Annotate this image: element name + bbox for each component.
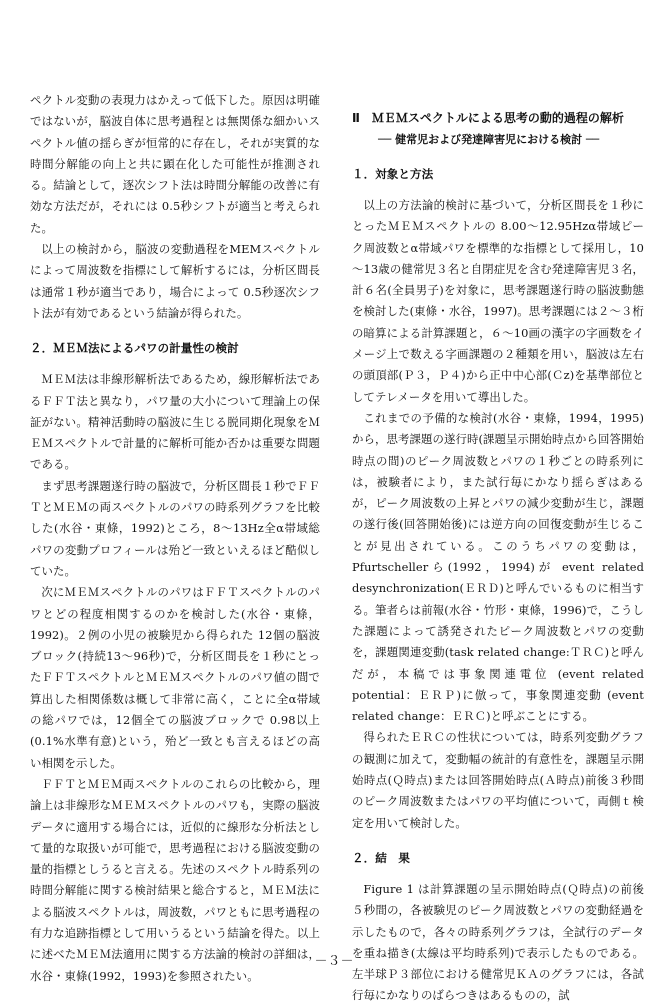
left-column: [30, 90, 320, 987]
paragraph: Figure 1 は計算課題の呈示開始時点(Ｑ時点)の前後５秒間の，各被験児のピーク周波数とパワの変動経過を示したもので，各々の時系列グラフは，全試行のデータを重ね描き(太線は平均時系列)で表示したものである。左半球Ｐ３部位における健常児ＫＡのグラフには，各試行毎にかなりのばらつきはあるものの，試: [352, 881, 644, 1003]
paragraph: ペクトル変動の表現力はかえって低下した。原因は明確ではないが，脳波自体に思考過程とは無関係な細かいスペクトル値の揺らぎが恒常的に存在し，それが実質的な時間分解能の向上と共に顕在化した可能性が推測される。結論として，逐次シフト法は時間分解能の改善に有効な方法だが，それには 0.5秒シフトが適当と考えられた。: [30, 93, 320, 235]
section-heading: ２．ＭＥＭ法によるパワの計量性の検討: [30, 341, 239, 356]
paragraph: ＦＦＴとＭＥＭ両スペクトルのこれらの比較から，理論上は非線形なＭＥＭスペクトルのパワも，実際の脳波データに適用する場合には，近似的に線形な分析法として量的な取扱いが可能で，思考過程における脳波変動の量的指標としうると言える。先述のスペクトル時系列の時間分解能に関する検討結果と総合すると，ＭＥＭ法による脳波スペクトルは，周波数，パワともに思考過程の有力な追跡指標として用いうるという結論を得た。以上に述べたＭＥＭ法適用に関する方法論的検討の詳細は，水谷・東條(1992，1993)を参照されたい。: [30, 776, 320, 983]
paragraph: 得られたＥＲＣの性状については，時系列変動グラフの観測に加えて，変動幅の統計的有意性を，課題呈示開始時点(Ｑ時点)または回答開始時点(Ａ時点)前後３秒間のピーク周波数またはパワの平均値について，両側ｔ検定を用いて検討した。: [352, 730, 644, 830]
paragraph: 次にＭＥＭスペクトルのパワはＦＦＴスペクトルのパワとどの程度相関するのかを検討した(水谷・東條，1992)。２例の小児の被験児から得られた 12個の脳波ブロック(持続13～96秒)で，分析区間長を１秒にとったＦＦＴスペクトルとＭＥＭスペクトルのパワ値の間で算出した相関係数は概して非常に高く，ことに全α帯域の総パワでは，12個全ての脳波ブロックで 0.98以上(0.1%水準有意)という，殆ど一致とも言えるほどの高い相関を示した。: [30, 585, 320, 770]
paragraph: 以上の検討から，脳波の変動過程をMEMスペクトルによって周波数を指標にして解析するには，分析区間長は通常１秒が適当であり，場合によって 0.5秒逐次シフト法が有効であるという結論が得られた。: [30, 242, 320, 320]
paragraph: 以上の方法論的検討に基づいて，分析区間長を１秒にとったＭＥＭスペクトルの 8.00～12.95Hzα帯域ピーク周波数とα帯域パワを標準的な指標として採用し，10～13歳の健常児３名と自閉症児を含む発達障害児３名，計６名(全員男子)を対象に，思考課題遂行時の脳波動態を検討した(東條・水谷，1997)。思考課題には２～３桁の暗算による計算課題と，６～10画の漢字の字画数をイメージ上で数える字画課題の２種類を用い，脳波は左右の頭頂部(Ｐ３，Ｐ４)から正中中心部(Ｃz)を基準部位としてテレメータを用いて導出した。: [352, 198, 644, 404]
section-heading: １．対象と方法: [352, 167, 434, 181]
section-heading: ２．結 果: [352, 850, 410, 865]
paragraph: ＭＥＭ法は非線形解析法であるため，線形解析法であるＦＦＴ法と異なり，パワ量の大小について理論上の保証がない。精神活動時の脳波に生じる脱同期化現象をＭＥＭスペクトルで計量的に解析可能か否かは重要な問題である。: [30, 372, 320, 472]
chapter-subtitle: ── 健常児および発達障害児における検討 ──: [378, 133, 600, 146]
paragraph: まず思考課題遂行時の脳波で，分析区間長１秒でＦＦＴとＭＥＭの両スペクトルのパワの時系列グラフを比較した(水谷・東條，1992)ところ，8～13Hz全α帯域総パワの変動プロフィールは殆ど一致といえるほど酷似していた。: [30, 478, 320, 578]
chapter-title: Ⅱ ＭＥＭスペクトルによる思考の動的過程の解析: [352, 111, 624, 125]
paragraph: これまでの予備的な検討(水谷・東條，1994，1995)から，思考課題の遂行時(課題呈示開始時点から回答開始時点の間)のピーク周波数とパワの１秒ごとの時系列には，被験者により，また試行毎にかなり揺らぎはあるが，ピーク周波数の上昇とパワの減少変動が生じ，課題の遂行後(回答開始後)には逆方向の回復変動が生じることが見出されている。このうちパワの変動は，Pfurtschellerら(1992，1994)が event related desynchronization(ＥＲＤ)と呼んでいるものに相当する。筆者らは前報(水谷・竹形・東條，1996)で，こうした課題によって誘発されたピーク周波数とパワの変動を，課題関連変動(task related change:ＴＲＣ)と呼んだが，本稿では事象関連電位 (event related potential：ＥＲＰ)に倣って，事象関連変動 (event related change：ＥＲＣ)と呼ぶことにする。: [352, 410, 644, 724]
right-column: [352, 90, 644, 1007]
page-number: －３－: [314, 954, 354, 969]
